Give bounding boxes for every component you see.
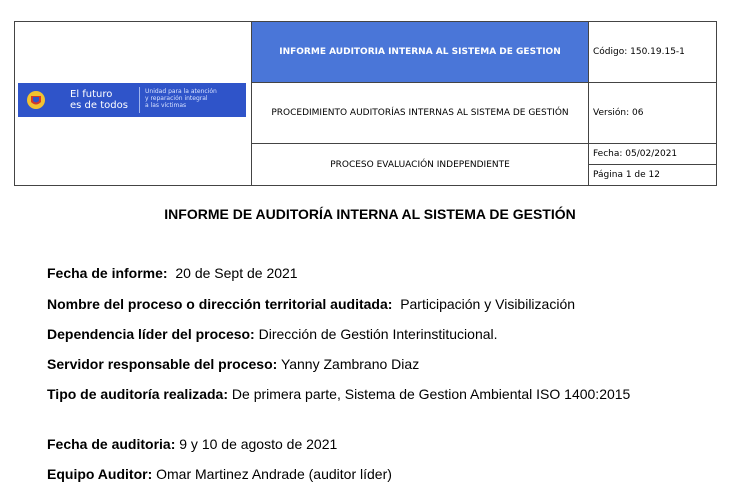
header-code: Código: 150.19.15-1: [589, 22, 717, 83]
header-process-title: PROCESO EVALUACIÓN INDEPENDIENTE: [252, 144, 589, 186]
header-procedure-title: PROCEDIMIENTO AUDITORÍAS INTERNAS AL SISTEMA DE GESTIÓN: [252, 83, 589, 144]
field-label: Tipo de auditoría realizada:: [47, 386, 229, 402]
field-value: De primera parte, Sistema de Gestion Ambiental ISO 1400:2015: [231, 386, 631, 402]
field-value: 9 y 10 de agosto de 2021: [179, 436, 338, 452]
field-label: Fecha de auditoria:: [47, 436, 176, 452]
field-audit-date: [47, 436, 697, 453]
field-lead-department: [47, 326, 697, 343]
logo-tagline-line2: es de todos: [70, 100, 128, 111]
header-version: Versión: 06: [589, 83, 717, 144]
field-responsible-server: [47, 356, 697, 373]
document-title: INFORME DE AUDITORÍA INTERNA AL SISTEMA DE GESTIÓN: [164, 206, 576, 222]
field-label: Servidor responsable del proceso:: [47, 356, 278, 372]
logo-unit-line2: y reparación integral: [145, 95, 208, 102]
coat-of-arms-icon: [26, 90, 46, 110]
field-label: Dependencia líder del proceso:: [47, 326, 255, 342]
field-report-date: [47, 265, 697, 282]
field-value: 20 de Sept de 2021: [175, 265, 298, 281]
field-label: Equipo Auditor:: [47, 466, 153, 482]
logo-divider: [139, 87, 140, 113]
field-audit-team: [47, 466, 697, 483]
logo-unit-line1: Unidad para la atención: [145, 88, 217, 95]
field-value: Yanny Zambrano Diaz: [280, 356, 420, 372]
field-process-name: [47, 296, 697, 313]
field-label: Fecha de informe:: [47, 265, 168, 281]
header-date: Fecha: 05/02/2021: [593, 149, 678, 159]
header-report-title: INFORME AUDITORIA INTERNA AL SISTEMA DE GESTION: [252, 22, 589, 83]
header-date-page-cell: [589, 144, 717, 186]
field-audit-type: [47, 386, 687, 403]
field-value: Participación y Visibilización: [400, 296, 576, 312]
field-value: Dirección de Gestión Interinstitucional.: [258, 326, 498, 342]
field-value: Omar Martinez Andrade (auditor líder): [156, 466, 392, 482]
logo-tagline-line1: El futuro: [70, 89, 113, 100]
field-label: Nombre del proceso o dirección territorial auditada:: [47, 296, 393, 312]
logo-unit-line3: a las víctimas: [145, 102, 187, 109]
header-page-number: Página 1 de 12: [589, 164, 716, 185]
